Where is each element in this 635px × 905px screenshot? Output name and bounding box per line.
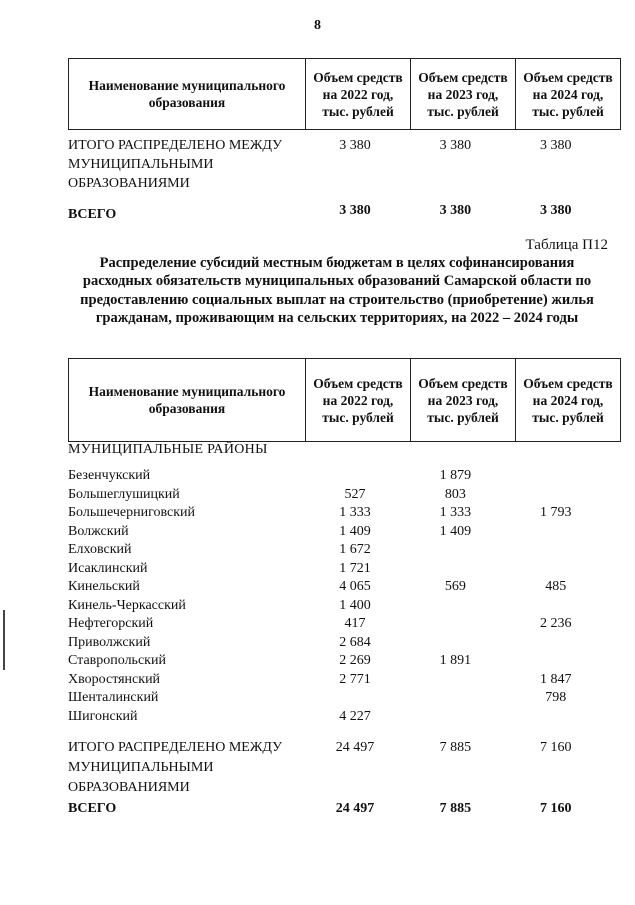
- table-row: [68, 615, 606, 634]
- table-row: [68, 597, 606, 616]
- value-2022: 1 672: [339, 542, 371, 557]
- continuation-table-header: [68, 58, 621, 130]
- value-2024: [506, 523, 606, 542]
- district-name: Кинель-Черкасский: [68, 597, 186, 613]
- section-heading-municipal-districts: МУНИЦИПАЛЬНЫЕ РАЙОНЫ: [68, 442, 268, 457]
- header-col-2022: Объем средств на 2022 год, тыс. рублей: [306, 59, 411, 130]
- value-2024: [506, 560, 606, 579]
- grand-total-2023: 7 885: [439, 801, 472, 816]
- district-name: Приволжский: [68, 634, 151, 650]
- value-2023: 803: [444, 486, 466, 502]
- header-col-2024: Объем средств на 2024 год, тыс. рублей: [516, 59, 621, 130]
- table-p12-label: Таблица П12: [525, 237, 608, 253]
- table-row: [68, 578, 606, 597]
- value-2024: [506, 634, 606, 653]
- total-2024: 3 380: [540, 138, 572, 153]
- grand-total-2024: 3 380: [540, 203, 572, 218]
- value-2022: 1 400: [339, 597, 371, 613]
- value-2024: [506, 467, 606, 486]
- value-2022: 1 333: [339, 505, 371, 520]
- value-2022: 417: [344, 616, 366, 631]
- table-row: [68, 560, 606, 579]
- header-col-2022: Объем средств на 2022 год, тыс. рублей: [306, 359, 411, 442]
- continuation-grand-total-row: [68, 200, 606, 226]
- value-2022: 4 227: [339, 708, 371, 724]
- table-p12-rows: [68, 467, 606, 726]
- table-row: [68, 652, 606, 671]
- value-2023: 1 879: [439, 468, 472, 483]
- grand-total-2023: 3 380: [439, 203, 472, 218]
- district-name: Ставропольский: [68, 653, 166, 668]
- table-row: [68, 486, 606, 505]
- table-row: [68, 467, 606, 486]
- table-row: [68, 671, 606, 690]
- value-2023: [405, 615, 505, 634]
- district-name: Кинельский: [68, 579, 140, 594]
- header-col-2023: Объем средств на 2023 год, тыс. рублей: [411, 359, 516, 442]
- value-2024: 2 236: [540, 616, 572, 631]
- header-col-name: Наименование муниципального образования: [69, 359, 306, 442]
- table-row: [68, 634, 606, 653]
- district-name: Хворостянский: [68, 671, 161, 687]
- table-row: [68, 541, 606, 560]
- value-2024: 485: [545, 579, 567, 594]
- value-2023: [405, 541, 505, 560]
- value-2024: [506, 708, 606, 727]
- grand-total-label: ВСЕГО: [68, 801, 117, 816]
- value-2024: 798: [545, 690, 567, 705]
- value-2023: [405, 560, 505, 579]
- table-row: [68, 504, 606, 523]
- table-p12-title: Распределение субсидий местным бюджетам в целях софинансирования расходных обязательств муниципальных образований Самарской области по предоставлению социальных выплат на строительство (приобретение) жилья гражданам, проживающим на сельских территориях, на 2022 – 2024 годы: [80, 255, 594, 327]
- total-2022: 24 497: [335, 740, 375, 755]
- total-2023: 7 885: [439, 740, 472, 755]
- table-row: [68, 523, 606, 542]
- table-p12-grand-total-row: [68, 799, 606, 819]
- value-2024: [506, 541, 606, 560]
- value-2022: 1 721: [339, 560, 371, 576]
- header-col-name: Наименование муниципального образования: [69, 59, 306, 130]
- district-name: Большеглушицкий: [68, 486, 180, 502]
- page-number: 8: [314, 18, 321, 33]
- grand-total-2024: 7 160: [540, 801, 572, 816]
- value-2024: 1 847: [540, 671, 572, 687]
- value-2023: 1 333: [439, 505, 472, 520]
- grand-total-label: ВСЕГО: [68, 207, 117, 222]
- district-name: Елховский: [68, 542, 132, 557]
- value-2023: [405, 708, 505, 727]
- district-name: Шенталинский: [68, 690, 159, 705]
- value-2022: 2 771: [339, 671, 371, 687]
- header-col-2024: Объем средств на 2024 год, тыс. рублей: [516, 359, 621, 442]
- value-2024: [506, 486, 606, 505]
- header-col-2023: Объем средств на 2023 год, тыс. рублей: [411, 59, 516, 130]
- total-2023: 3 380: [439, 138, 472, 153]
- value-2023: 1 891: [439, 653, 472, 668]
- value-2023: [405, 671, 505, 690]
- district-name: Исаклинский: [68, 560, 148, 576]
- total-label: ИТОГО РАСПРЕДЕЛЕНО МЕЖДУ МУНИЦИПАЛЬНЫМИ ОБРАЗОВАНИЯМИ: [68, 138, 282, 191]
- value-2023: [405, 689, 505, 708]
- district-name: Нефтегорский: [68, 616, 154, 631]
- value-2023: [405, 597, 505, 616]
- value-2024: [506, 597, 606, 616]
- value-2022: [305, 689, 405, 708]
- value-2022: 2 269: [339, 653, 371, 668]
- total-2022: 3 380: [339, 138, 371, 153]
- table-row: [68, 689, 606, 708]
- district-name: Шигонский: [68, 708, 138, 724]
- value-2022: 1 409: [339, 523, 371, 539]
- value-2023: 569: [444, 579, 466, 594]
- continuation-total-row: [68, 136, 606, 193]
- total-2024: 7 160: [540, 740, 572, 755]
- grand-total-2022: 3 380: [339, 203, 371, 218]
- value-2024: 1 793: [540, 505, 572, 520]
- table-p12-total-row: [68, 738, 606, 798]
- district-name: Волжский: [68, 523, 129, 539]
- grand-total-2022: 24 497: [335, 801, 375, 816]
- table-row: [68, 708, 606, 727]
- district-name: Безенчукский: [68, 468, 151, 483]
- value-2023: [405, 634, 505, 653]
- value-2023: 1 409: [439, 523, 472, 539]
- value-2022: 4 065: [339, 579, 371, 594]
- table-p12-header: [68, 358, 621, 442]
- district-name: Большечерниговский: [68, 505, 196, 520]
- value-2024: [506, 652, 606, 671]
- value-2022: [305, 467, 405, 486]
- value-2022: 527: [344, 486, 366, 502]
- value-2022: 2 684: [339, 634, 371, 650]
- total-label: ИТОГО РАСПРЕДЕЛЕНО МЕЖДУ МУНИЦИПАЛЬНЫМИ ОБРАЗОВАНИЯМИ: [68, 740, 282, 795]
- scan-edge-line: [3, 610, 5, 670]
